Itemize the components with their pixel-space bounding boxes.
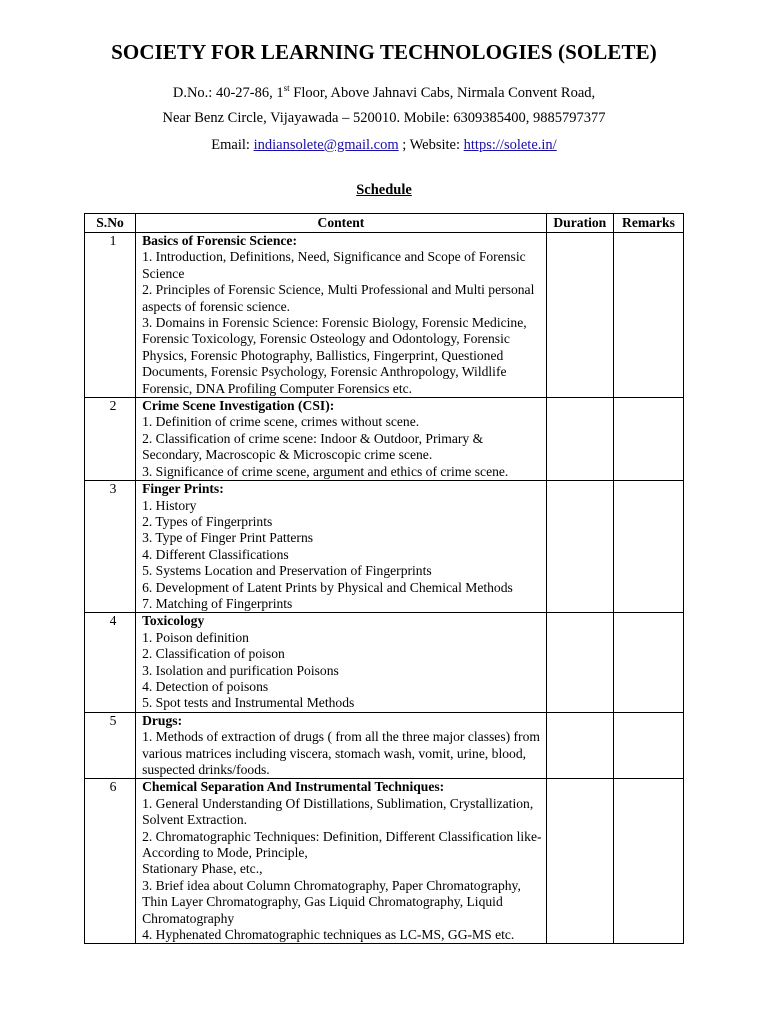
remarks-cell (613, 481, 683, 613)
website-link[interactable]: https://solete.in/ (463, 137, 557, 153)
remarks-cell (613, 398, 683, 481)
content-cell (136, 712, 547, 779)
content-item: Stationary Phase, etc., (142, 861, 263, 877)
contact-line (0, 137, 768, 154)
remarks-cell (613, 779, 683, 944)
section-title: Drugs: (142, 712, 183, 728)
content-item: 1. Poison definition (142, 629, 249, 645)
content-item: 2. Types of Fingerprints (142, 513, 273, 529)
serial-number-cell: 2 (85, 398, 136, 481)
content-cell (136, 398, 547, 481)
document-title: SOCIETY FOR LEARNING TECHNOLOGIES (SOLETE) (111, 40, 657, 64)
section-title: Toxicology (142, 613, 205, 629)
table-row (85, 233, 684, 398)
content-cell (136, 233, 547, 398)
content-item: 3. Isolation and purification Poisons (142, 662, 339, 678)
content-item: 1. Introduction, Definitions, Need, Significance and Scope of Forensic Science (142, 249, 526, 281)
serial-number-cell: 1 (85, 233, 136, 398)
remarks-cell (613, 613, 683, 712)
table-row (85, 712, 684, 779)
table-row (85, 398, 684, 481)
duration-cell (546, 481, 613, 613)
content-item: 4. Hyphenated Chromatographic techniques as LC-MS, GG-MS etc. (142, 927, 515, 943)
content-cell (136, 779, 547, 944)
serial-number-cell: 6 (85, 779, 136, 944)
content-item: 6. Development of Latent Prints by Physical and Chemical Methods (142, 579, 513, 595)
duration-cell (546, 613, 613, 712)
address-line-1-start: D.No.: 40-27-86, 1 (172, 84, 284, 101)
content-item: 7. Matching of Fingerprints (142, 595, 293, 611)
email-label: Email: (211, 137, 254, 153)
schedule-heading: Schedule (356, 182, 412, 198)
section-title: Crime Scene Investigation (CSI): (142, 398, 335, 414)
content-item: 5. Spot tests and Instrumental Methods (142, 695, 355, 711)
content-item: 2. Classification of crime scene: Indoor & Outdoor, Primary & Secondary, Macroscopic & Microscopic crime scene. (142, 430, 484, 463)
content-item: 2. Chromatographic Techniques: Definition, Different Classification like- According to Mode, Principle, (142, 828, 542, 861)
content-item: 3. Type of Finger Print Patterns (142, 530, 314, 546)
table-row (85, 613, 684, 712)
ordinal-suffix: st (283, 83, 290, 93)
column-header-remarks: Remarks (613, 214, 683, 233)
table-body (85, 233, 684, 944)
address-line-1-end: Floor, Above Jahnavi Cabs, Nirmala Convent Road, (289, 84, 596, 101)
duration-cell (546, 233, 613, 398)
serial-number-cell: 4 (85, 613, 136, 712)
section-title: Finger Prints: (142, 481, 224, 497)
schedule-table (84, 213, 684, 944)
website-label: ; Website: (398, 137, 464, 153)
content-item: 1. History (142, 497, 197, 513)
duration-cell (546, 398, 613, 481)
table-row (85, 481, 684, 613)
content-item: 3. Domains in Forensic Science: Forensic Biology, Forensic Medicine, Forensic Toxicology, Forensic Osteology and Odontology, Forensic Physics, Forensic Photography, Ballistics, Fingerprint, Questioned Documents, Forensic Psychology, Forensic Anthropology, Wildlife Forensic, DNA Profiling Computer Forensics etc. (142, 315, 527, 396)
column-header-duration: Duration (546, 214, 613, 233)
section-title: Chemical Separation And Instrumental Techniques: (142, 779, 445, 795)
remarks-cell (613, 233, 683, 398)
content-item: 3. Brief idea about Column Chromatography, Paper Chromatography, Thin Layer Chromatography, Gas Liquid Chromatography, Liquid Chromatography (142, 877, 521, 926)
table-header-row (85, 214, 684, 233)
column-header-content: Content (136, 214, 547, 233)
duration-cell (546, 779, 613, 944)
content-item: 2. Classification of poison (142, 646, 285, 662)
content-item: 4. Detection of poisons (142, 678, 269, 694)
section-title: Basics of Forensic Science: (142, 233, 297, 248)
column-header-sno: S.No (85, 214, 136, 233)
address-line-1 (0, 83, 768, 102)
content-cell (136, 613, 547, 712)
content-item: 3. Significance of crime scene, argument and ethics of crime scene. (142, 463, 509, 479)
content-item: 1. Methods of extraction of drugs ( from all the three major classes) from various matrices including viscera, stomach wash, vomit, urine, blood, suspected drinks/foods. (142, 729, 540, 777)
email-link[interactable]: indiansolete@gmail.com (253, 137, 399, 153)
address-line-2: Near Benz Circle, Vijayawada – 520010. Mobile: 6309385400, 9885797377 (162, 110, 606, 126)
content-item: 4. Different Classifications (142, 546, 289, 562)
serial-number-cell: 3 (85, 481, 136, 613)
content-item: 1. General Understanding Of Distillations, Sublimation, Crystallization, Solvent Extraction. (142, 795, 534, 828)
serial-number-cell: 5 (85, 712, 136, 779)
content-item: 5. Systems Location and Preservation of Fingerprints (142, 563, 432, 579)
content-item: 2. Principles of Forensic Science, Multi Professional and Multi personal aspects of forensic science. (142, 282, 535, 314)
content-item: 1. Definition of crime scene, crimes without scene. (142, 414, 420, 430)
duration-cell (546, 712, 613, 779)
table-row (85, 779, 684, 944)
content-cell (136, 481, 547, 613)
remarks-cell (613, 712, 683, 779)
